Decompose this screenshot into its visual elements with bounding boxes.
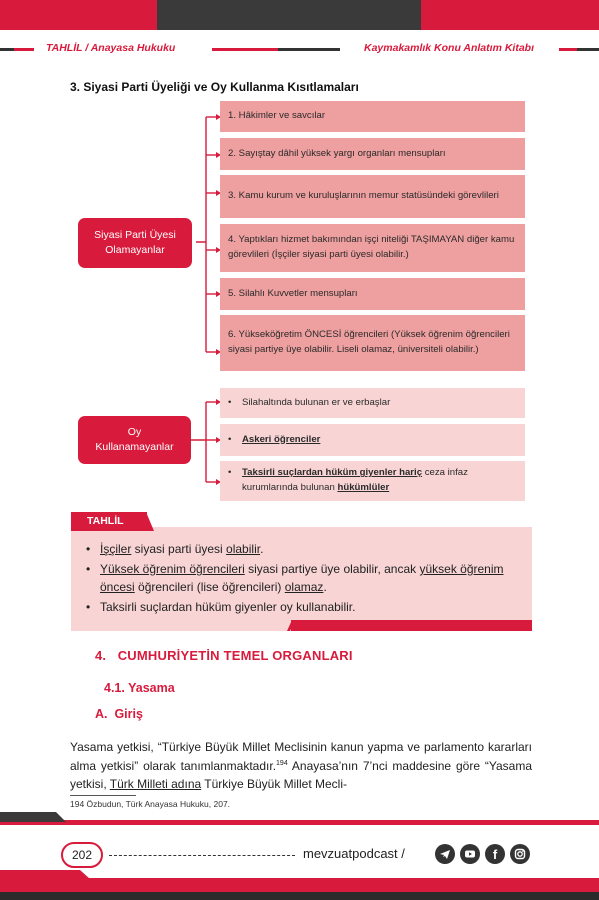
header-rule	[14, 48, 34, 51]
footnote-ref: 194	[276, 759, 288, 767]
telegram-icon[interactable]	[435, 844, 455, 864]
top-red-bar-left	[0, 0, 157, 30]
header-rule	[278, 48, 340, 51]
instagram-icon[interactable]	[510, 844, 530, 864]
restriction-box-1	[220, 101, 525, 132]
voting-item-3-exception: Taksirli suçlardan hüküm giyenler hariç	[242, 467, 423, 479]
voting-item-3-text: ceza infaz kurumlarında bulunan	[242, 467, 468, 493]
voting-item-3-convicts: hükümlüler	[337, 482, 390, 493]
restriction-text: 1. Hâkimler ve savcılar	[228, 110, 326, 122]
svg-text:f: f	[492, 847, 498, 862]
restriction-text: 4. Yaptıkları hizmet bakımından işçi niteliği TAŞIMAYAN diğer kamu görevlileri (İşçiler siyasi parti üyesi olabilir.)	[228, 234, 515, 260]
voting-text: • Taksirli suçlardan hüküm giyenler hariç ceza infaz kurumlarında bulunan hükümlüler	[228, 467, 468, 493]
subsection-heading: 4.1. Yasama	[104, 681, 175, 695]
footnote-rule	[70, 795, 136, 796]
footer-dashes	[109, 855, 295, 856]
restriction-box-3	[220, 175, 525, 218]
header-rule	[212, 48, 278, 51]
analysis-text: olamaz	[284, 580, 324, 594]
analysis-text: yüksek öğrenim öncesi	[100, 562, 504, 594]
header-rule	[559, 48, 577, 51]
analysis-item	[84, 598, 524, 616]
paragraph-text: Anayasa’nın 7’nci maddesine göre “Yasama yetkisi,	[70, 758, 532, 792]
footnote: 194 Özbudun, Türk Anayasa Hukuku, 207.	[70, 799, 231, 809]
header-left-title: TAHLİL / Anayasa Hukuku	[46, 42, 176, 54]
chapter-number: 4.	[95, 648, 107, 663]
restriction-box-6	[220, 315, 525, 371]
voting-text: • Askeri öğrenciler	[228, 433, 321, 445]
voting-box-2	[220, 424, 525, 456]
footer-bottom-corner	[0, 870, 90, 879]
youtube-icon[interactable]	[460, 844, 480, 864]
analysis-text: siyasi parti üyesi	[131, 542, 227, 556]
analysis-text: .	[323, 580, 327, 594]
page-number: 202	[61, 842, 103, 868]
restriction-text: 5. Silahlı Kuvvetler mensupları	[228, 287, 358, 299]
chapter-heading	[95, 648, 353, 663]
analysis-text: İşçiler	[100, 542, 132, 556]
analysis-bottom-bar	[291, 620, 532, 631]
analysis-item	[84, 560, 524, 596]
analysis-text: siyasi partiye üye olabilir, ancak	[244, 562, 420, 576]
voting-text: • Silahaltında bulunan er ve erbaşlar	[228, 396, 391, 408]
footer-red-band	[0, 820, 599, 825]
voting-item-2: Askeri öğrenciler	[242, 433, 321, 445]
paragraph-text: Türkiye Büyük Millet Mecli-	[201, 777, 347, 792]
top-dark-bar	[157, 0, 421, 30]
voting-restriction-pill	[78, 416, 191, 464]
paragraph-text: Türk Milleti adına	[109, 777, 202, 792]
heading-text: Giriş	[114, 707, 143, 721]
restriction-text: 3. Kamu kurum ve kuruluşlarının memur statüsündeki görevlileri	[228, 190, 499, 202]
analysis-text: olabilir	[226, 542, 261, 556]
analysis-text: Yüksek öğrenim öğrencileri	[100, 562, 245, 576]
facebook-icon[interactable]	[485, 844, 505, 864]
footer-tab-corner	[56, 812, 76, 822]
analysis-item	[84, 540, 524, 558]
analysis-list	[84, 540, 524, 618]
brand-text: mevzuatpodcast /	[303, 846, 405, 861]
analysis-text: Taksirli suçlardan hüküm giyenler oy kullanabilir.	[100, 600, 356, 614]
party-membership-pill	[78, 218, 192, 268]
voting-item-1: Silahaltında bulunan er ve erbaşlar	[242, 396, 391, 408]
analysis-tab-corner	[146, 512, 154, 531]
voting-box-3	[220, 461, 525, 501]
restriction-box-4	[220, 224, 525, 272]
restriction-box-5	[220, 278, 525, 310]
sub-subsection-heading	[95, 707, 143, 721]
header-rule	[0, 48, 14, 51]
footer-bottom-dark	[0, 892, 599, 900]
section-title: 3. Siyasi Parti Üyeliği ve Oy Kullanma Kısıtlamaları	[70, 80, 359, 94]
footer-bottom-red	[0, 878, 599, 892]
restriction-text: 2. Sayıştay dâhil yüksek yargı organları mensupları	[228, 147, 446, 159]
top-red-bar-right	[421, 0, 599, 30]
body-paragraph	[70, 738, 532, 794]
header-rule	[577, 48, 599, 51]
voting-restriction-label: Oy Kullanamayanlar	[95, 425, 174, 453]
analysis-text: .	[260, 542, 264, 556]
restriction-text: 6. Yükseköğretim ÖNCESİ öğrencileri (Yüksek öğrenim öğrencileri siyasi partiye üye olabilir. Liseli olamaz, üniversiteli olabilir.)	[228, 329, 510, 355]
paragraph-text: , “Türkiye Büyük Millet Meclisinin kanun yapma ve parlamento kararları alma yetkisi” olarak tanımlanmaktadır.	[70, 740, 532, 773]
party-membership-label: Siyasi Parti Üyesi Olamayanlar	[94, 228, 176, 256]
heading-letter: A.	[95, 707, 108, 721]
analysis-tab: TAHLİL	[71, 512, 147, 531]
header-right-title: Kaymakamlık Konu Anlatım Kitabı	[364, 42, 534, 54]
footer-dark-tab	[0, 812, 56, 822]
paragraph-text: Yasama yetkisi	[70, 740, 151, 754]
restriction-box-2	[220, 138, 525, 170]
voting-box-1	[220, 388, 525, 418]
chapter-title: CUMHURİYETİN TEMEL ORGANLARI	[117, 648, 353, 663]
analysis-text: öğrencileri (lise öğrencileri)	[134, 580, 285, 594]
